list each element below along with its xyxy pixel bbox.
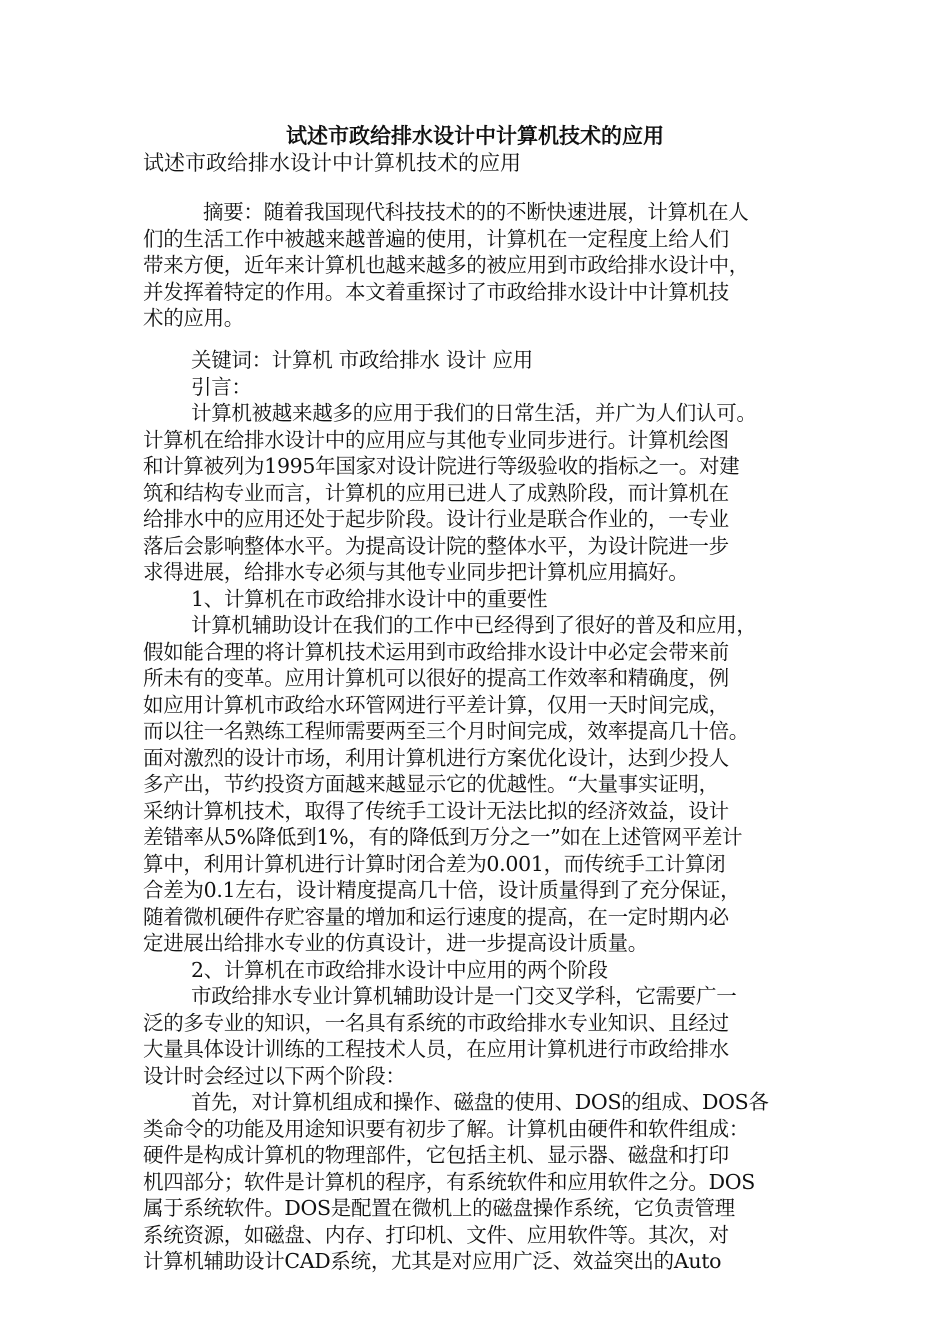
document-subtitle: 试述市政给排水设计中计算机技术的应用 — [143, 151, 521, 175]
section2-line: 系统资源，如磁盘、内存、打印机、文件、应用软件等。其次，对 — [143, 1222, 729, 1247]
section2-line: 设计时会经过以下两个阶段： — [143, 1063, 406, 1088]
intro-line: 计算机被越来越多的应用于我们的日常生活，并广为人们认可。 — [191, 401, 757, 425]
section1-line: 所未有的变革。应用计算机可以很好的提高工作效率和精确度，例 — [143, 666, 729, 690]
section1-line: 多产出，节约投资方面越来越显示它的优越性。“大量事实证明， — [143, 772, 719, 796]
section1-heading: 1、计算机在市政给排水设计中的重要性 — [191, 586, 548, 611]
document-title: 试述市政给排水设计中计算机技术的应用 — [286, 123, 664, 148]
section2-line: 属于系统软件。DOS是配置在微机上的磁盘操作系统，它负责管理 — [143, 1196, 735, 1220]
section1-line: 定进展出给排水专业的仿真设计，进一步提高设计质量。 — [143, 931, 648, 955]
abstract-line: 摘要：随着我国现代科技技术的的不断快速进展，计算机在人 — [203, 200, 749, 224]
section1-line: 算中，利用计算机进行计算时闭合差为0.001，而传统手工计算闭 — [143, 851, 726, 876]
intro-heading: 引言： — [191, 374, 252, 399]
section1-line: 而以往一名熟练工程师需要两至三个月时间完成，效率提高几十倍。 — [143, 719, 749, 743]
section2-line: 首先，对计算机组成和操作、磁盘的使用、DOS的组成、DOS各 — [191, 1090, 769, 1114]
intro-line: 筑和结构专业而言，计算机的应用已进人了成熟阶段，而计算机在 — [143, 480, 729, 505]
keywords-block — [143, 347, 808, 1275]
abstract-line: 术的应用。 — [143, 306, 244, 330]
section1-line: 随着微机硬件存贮容量的增加和运行速度的提高，在一定时期内必 — [143, 904, 729, 929]
intro-line: 和计算被列为1995年国家对设计院进行等级验收的指标之一。对建 — [143, 454, 740, 478]
section2-line: 硬件是构成计算机的物理部件，它包括主机、显示器、磁盘和打印 — [143, 1143, 729, 1167]
section1-line: 计算机辅助设计在我们的工作中已经得到了很好的普及和应用， — [191, 613, 757, 637]
intro-line: 求得进展，给排水专必须与其他专业同步把计算机应用搞好。 — [143, 560, 689, 584]
section1-line: 面对激烈的设计市场，利用计算机进行方案优化设计，达到少投人 — [143, 745, 729, 770]
section2-line: 大量具体设计训练的工程技术人员，在应用计算机进行市政给排水 — [143, 1037, 729, 1061]
intro-line: 计算机在给排水设计中的应用应与其他专业同步进行。计算机绘图 — [143, 427, 729, 452]
section2-line: 市政给排水专业计算机辅助设计是一门交叉学科，它需要广一 — [191, 984, 737, 1008]
section2-line: 类命令的功能及用途知识要有初步了解。计算机由硬件和软件组成： — [143, 1116, 749, 1141]
section2-heading: 2、计算机在市政给排水设计中应用的两个阶段 — [191, 957, 608, 982]
section2-line: 计算机辅助设计CAD系统，尤其是对应用广泛、效益突出的Auto — [143, 1249, 722, 1273]
abstract-line: 们的生活工作中被越来越普遍的使用，计算机在一定程度上给人们 — [143, 226, 729, 251]
section1-line: 采纳计算机技术，取得了传统手工设计无法比拟的经济效益，设计 — [143, 798, 729, 823]
abstract — [143, 199, 808, 332]
section1-line: 合差为0.1左右，设计精度提高几十倍，设计质量得到了充分保证， — [143, 878, 741, 902]
section1-line: 如应用计算机市政给水环管网进行平差计算，仅用一天时间完成， — [143, 692, 729, 717]
abstract-line: 并发挥着特定的作用。本文着重探讨了市政给排水设计中计算机技 — [143, 279, 729, 304]
intro-line: 落后会影响整体水平。为提高设计院的整体水平，为设计院进一步 — [143, 533, 729, 558]
section1-line: 假如能合理的将计算机技术运用到市政给排水设计中必定会带来前 — [143, 639, 729, 664]
intro-line: 给排水中的应用还处于起步阶段。设计行业是联合作业的，一专业 — [143, 507, 729, 531]
section1-line: 差错率从5%降低到1%，有的降低到万分之一”如在上述管网平差计 — [143, 825, 743, 849]
abstract-line: 带来方便，近年来计算机也越来越多的被应用到市政给排水设计中， — [143, 253, 749, 277]
keywords: 关键词：计算机 市政给排水 设计 应用 — [191, 348, 533, 372]
section2-line: 机四部分；软件是计算机的程序，有系统软件和应用软件之分。DOS — [143, 1169, 755, 1194]
section2-line: 泛的多专业的知识，一名具有系统的市政给排水专业知识、且经过 — [143, 1010, 729, 1035]
